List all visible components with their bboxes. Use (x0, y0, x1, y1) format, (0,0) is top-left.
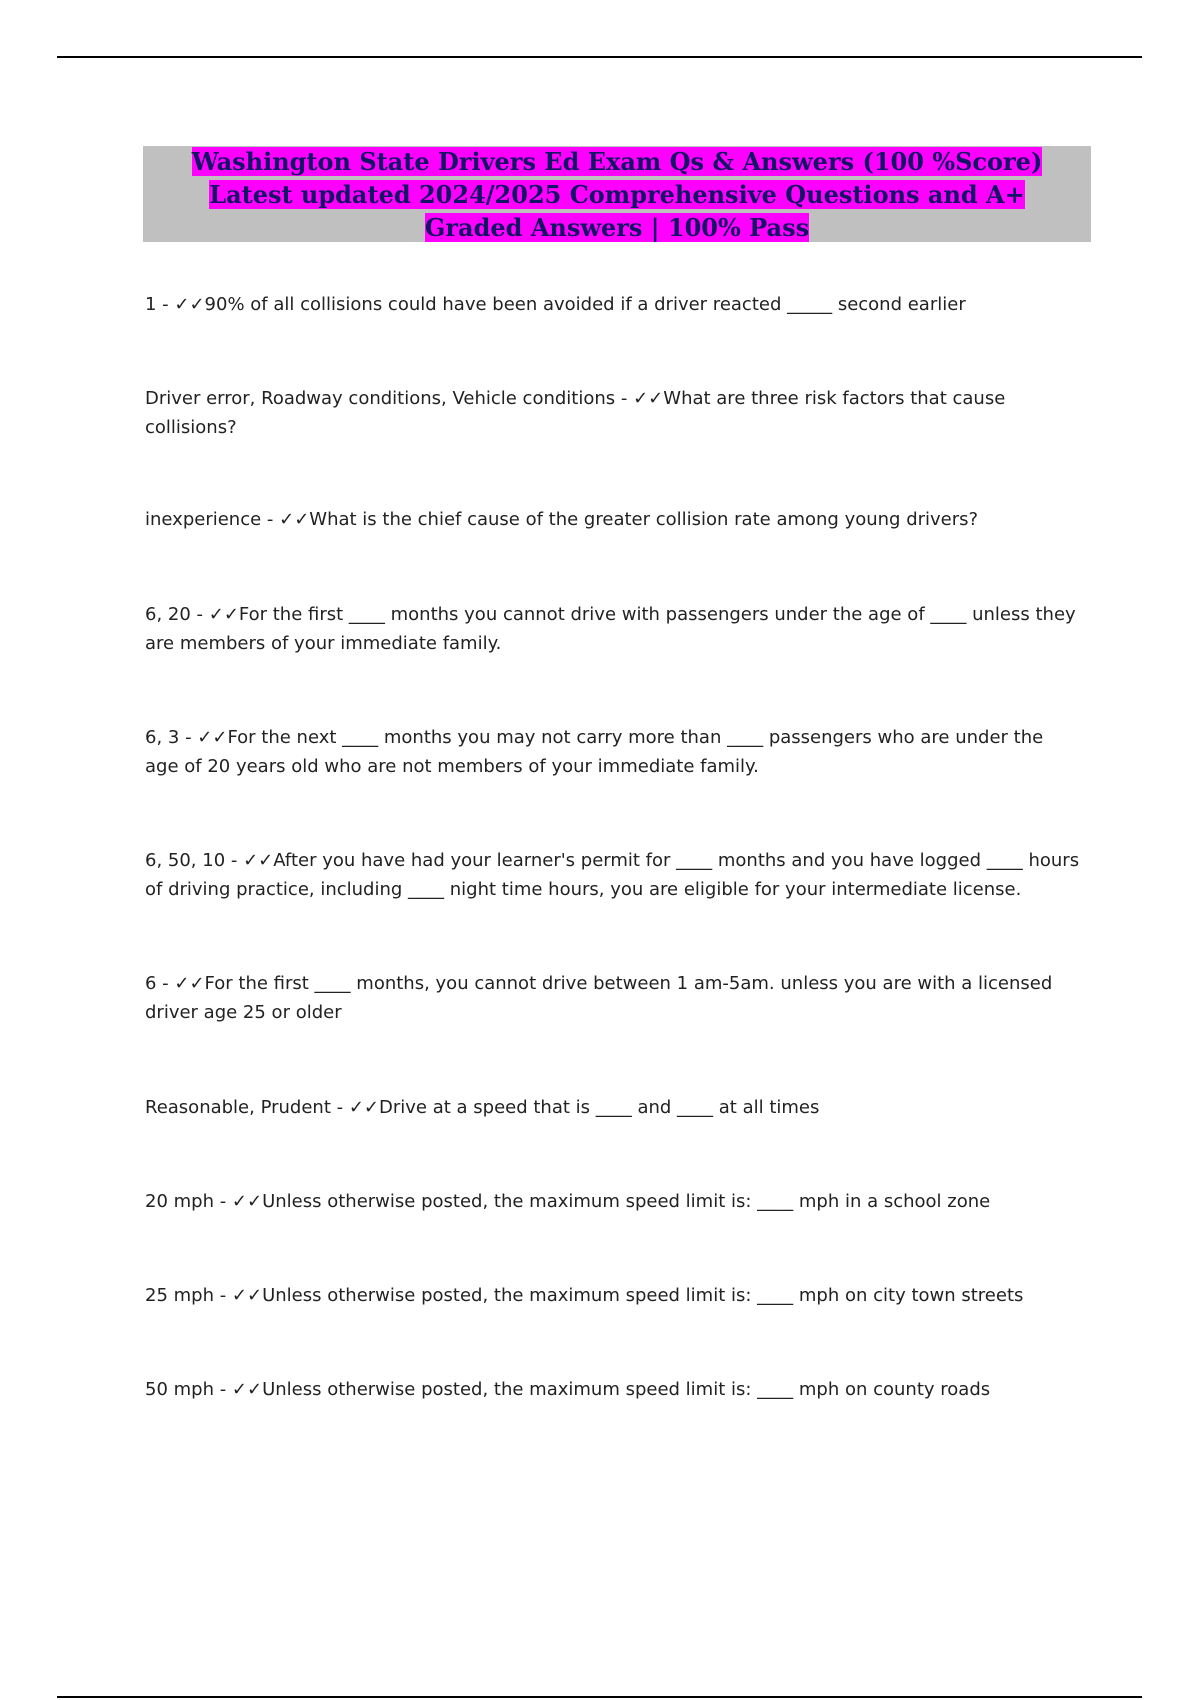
qa-item-10: 25 mph - ✓✓Unless otherwise posted, the maximum speed limit is: ____ mph on city town streets (145, 1285, 1024, 1306)
qa-item-6: 6, 50, 10 - ✓✓After you have had your learner's permit for ____ months and you have logged ____ hours of driving practice, including ____ night time hours, you are eligible for your intermediate license. (145, 850, 1080, 900)
top-rule (57, 56, 1142, 58)
document-title-highlight: Washington State Drivers Ed Exam Qs & Answers (100 %Score) Latest updated 2024/2025 Comprehensive Questions and A+ Graded Answers | 100% Pass (191, 146, 1043, 242)
qa-item-5: 6, 3 - ✓✓For the next ____ months you may not carry more than ____ passengers who are under the age of 20 years old who are not members of your immediate family. (145, 727, 1044, 777)
qa-item-9: 20 mph - ✓✓Unless otherwise posted, the maximum speed limit is: ____ mph in a school zone (145, 1191, 991, 1212)
qa-item-1: 1 - ✓✓90% of all collisions could have been avoided if a driver reacted _____ second earlier (145, 294, 966, 315)
qa-item-8: Reasonable, Prudent - ✓✓Drive at a speed that is ____ and ____ at all times (145, 1097, 820, 1118)
qa-item-2: Driver error, Roadway conditions, Vehicle conditions - ✓✓What are three risk factors that cause collisions? (145, 388, 1006, 438)
title-box (143, 146, 1091, 242)
qa-item-3: inexperience - ✓✓What is the chief cause of the greater collision rate among young drivers? (145, 509, 979, 530)
qa-item-7: 6 - ✓✓For the first ____ months, you cannot drive between 1 am-5am. unless you are with a licensed driver age 25 or older (145, 973, 1053, 1023)
qa-item-11: 50 mph - ✓✓Unless otherwise posted, the maximum speed limit is: ____ mph on county roads (145, 1379, 991, 1400)
bottom-rule (57, 1696, 1142, 1698)
document-title (161, 145, 1073, 244)
qa-item-4: 6, 20 - ✓✓For the first ____ months you cannot drive with passengers under the age of ____ unless they are members of your immediate family. (145, 604, 1076, 654)
